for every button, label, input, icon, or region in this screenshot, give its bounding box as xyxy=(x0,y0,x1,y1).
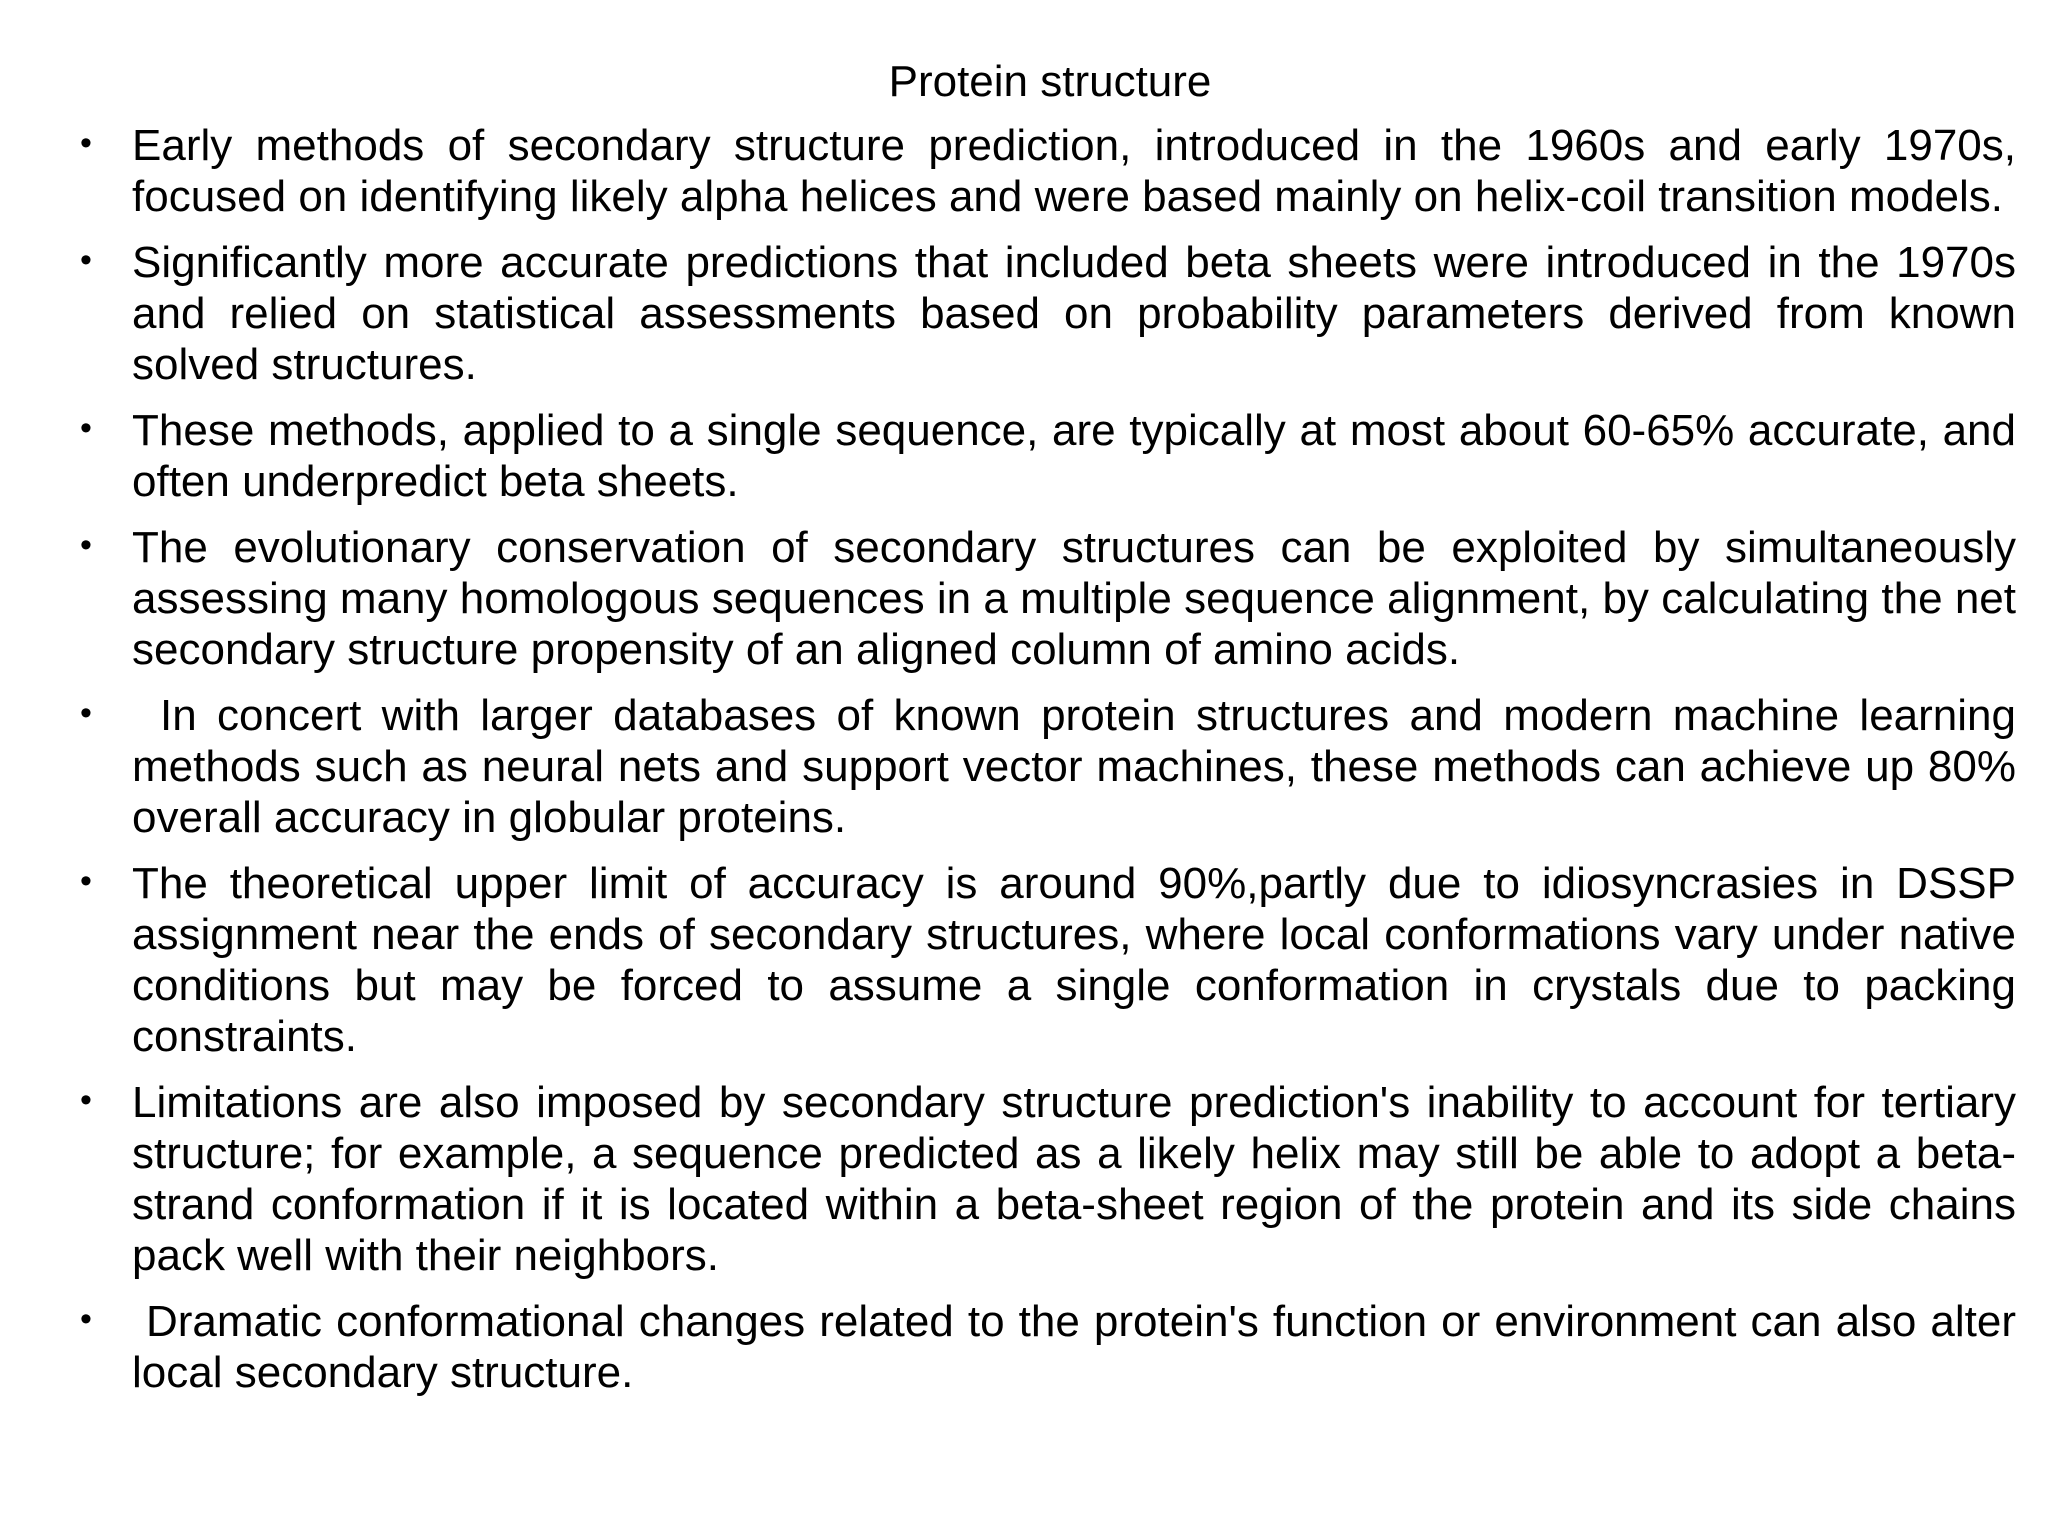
bullet-text: The theoretical upper limit of accuracy is around 90%,partly due to idiosyncrasies in DSSP assignment near the ends of secondary structures, where local conformations vary under native conditions but may be forced to assume a single conformation in crystals due to packing constraints. xyxy=(132,859,2016,1061)
bullet-text: Significantly more accurate predictions that included beta sheets were introduced in the 1970s and relied on statistical assessments based on probability parameters derived from known solved structures. xyxy=(132,238,2016,389)
bullet-text: These methods, applied to a single sequence, are typically at most about 60-65% accurate, and often underpredict beta sheets. xyxy=(132,406,2016,506)
bullet-text: Early methods of secondary structure prediction, introduced in the 1960s and early 1970s, focused on identifying likely alpha helices and were based mainly on helix-coil transition models. xyxy=(132,121,2016,221)
bullet-item-4 xyxy=(80,522,2016,675)
bullet-dot-icon: • xyxy=(80,694,92,732)
bullet-text: Limitations are also imposed by secondary structure prediction's inability to account for tertiary structure; for example, a sequence predicted as a likely helix may still be able to adopt a beta-strand conformation if it is located within a beta-sheet region of the protein and its side chains pack well with their neighbors. xyxy=(132,1078,2016,1280)
bullet-dot-icon: • xyxy=(80,526,92,564)
bullet-dot-icon: • xyxy=(80,124,92,162)
bullet-text-content: Dramatic conformational changes related to the protein's function or environment can also alter local secondary structure. xyxy=(132,1297,2016,1397)
bullet-dot-icon: • xyxy=(80,241,92,279)
bullet-dot-icon: • xyxy=(80,1300,92,1338)
bullet-text xyxy=(132,690,2016,843)
bullet-item-1 xyxy=(80,120,2016,222)
bullet-item-5 xyxy=(80,690,2016,843)
bullet-text xyxy=(132,1296,2016,1398)
bullet-item-7 xyxy=(80,1077,2016,1281)
bullet-dot-icon: • xyxy=(80,862,92,900)
bullet-list xyxy=(80,120,2016,1413)
bullet-dot-icon: • xyxy=(80,409,92,447)
bullet-item-6 xyxy=(80,858,2016,1062)
bullet-item-8 xyxy=(80,1296,2016,1398)
slide-title: Protein structure xyxy=(888,57,1212,106)
bullet-item-3 xyxy=(80,405,2016,507)
bullet-item-2 xyxy=(80,237,2016,390)
bullet-text-content: In concert with larger databases of known protein structures and modern machine learning methods such as neural nets and support vector machines, these methods can achieve up 80% overall accuracy in globular proteins. xyxy=(132,691,2016,842)
bullet-text: The evolutionary conservation of secondary structures can be exploited by simultaneously assessing many homologous sequences in a multiple sequence alignment, by calculating the net secondary structure propensity of an aligned column of amino acids. xyxy=(132,523,2016,674)
bullet-dot-icon: • xyxy=(80,1081,92,1119)
